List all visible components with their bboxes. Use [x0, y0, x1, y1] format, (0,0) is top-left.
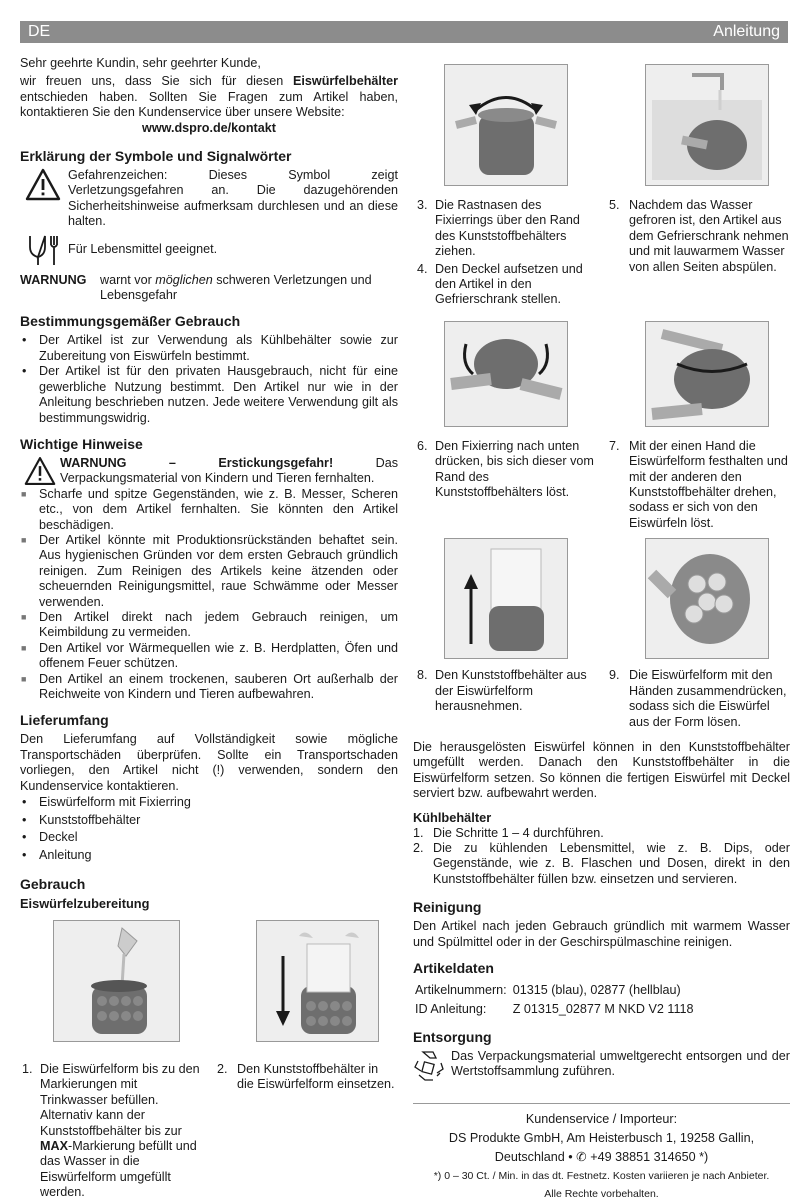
disposal-heading: Entsorgung: [413, 1028, 492, 1045]
step-2: 2. Den Kunststoffbehälter in die Eiswürfelform einsetzen.: [217, 1062, 398, 1093]
warning-triangle-icon: [20, 456, 60, 486]
header-bar: [20, 21, 788, 43]
step-1-photo: [53, 920, 180, 1042]
step-5: 5. Nachdem das Wasser gefroren ist, den Artikel aus dem Gefrierschrank nehmen und mit lauwarmem Wasser von allen Seiten abspülen.: [609, 198, 789, 274]
step-2-text: Den Kunststoffbehälter in die Eiswürfelform einsetzen.: [237, 1062, 395, 1092]
footer-line: Deutschland • ✆ +49 38851 314650 *): [494, 1150, 709, 1165]
list-item: • Deckel: [20, 829, 398, 847]
list-item: ■ Den Artikel vor Wärmequellen wie z. B. Herdplatten, Öfen und offenem Feuer schützen.: [20, 641, 398, 672]
step-6-photo: [444, 321, 568, 427]
suffocation-warning: [20, 456, 398, 487]
step-9: 9. Die Eiswürfelform mit den Händen zusammendrücken, sodass sich die Eiswürfel aus der Form lösen.: [609, 668, 790, 730]
footer-note: *) 0 – 30 Ct. / Min. in das dt. Festnetz. Kosten variieren je nach Anbieter.: [433, 1170, 770, 1183]
footer: [413, 1103, 790, 1203]
support-url[interactable]: www.dspro.de/kontakt: [142, 120, 276, 135]
cleaning-text: Den Artikel nach jeden Gebrauch gründlich mit warmem Wasser und Spülmittel oder in der Geschirspülmaschine reinigen.: [413, 919, 790, 949]
cooler-heading: Kühlbehälter: [413, 809, 492, 825]
step-6: 6. Den Fixierring nach unten drücken, bis sich dieser vom Rand des Kunststoffbehälters löst.: [417, 438, 594, 500]
step-3-photo: [444, 64, 568, 186]
cooler-step-2: 2. Die zu kühlenden Lebensmittel, wie z. B. Dips, oder Gegenstände, wie z. B. Flaschen und Dosen, direkt in den Kunststoffbehälter füllen bzw. einsetzen und servieren.: [413, 840, 790, 886]
footer-copyright: Alle Rechte vorbehalten.: [544, 1188, 659, 1201]
right-column: [413, 64, 790, 1203]
step-4-text: Den Deckel aufsetzen und den Artikel in den Gefrierschrank stellen.: [435, 261, 583, 307]
warning-label: WARNUNG: [20, 272, 87, 287]
list-item: ■ Den Artikel an einem trockenen, sauberen Ort außerhalb der Reichweite von Kindern und Tieren aufbewahren.: [20, 672, 398, 703]
step-2-photo: [256, 920, 379, 1042]
cooler-step-1-text: Die Schritte 1 – 4 durchführen.: [433, 825, 604, 840]
food-safe-icon: [20, 233, 66, 267]
language-code: DE: [28, 23, 51, 40]
delivery-heading: Lieferumfang: [20, 712, 109, 729]
list-item: • Kunststoffbehälter: [20, 812, 398, 830]
step-8-text: Den Kunststoffbehälter aus der Eiswürfelform herausnehmen.: [435, 668, 587, 714]
step-1-text: Die Eiswürfelform bis zu den Markierungen mit Trinkwasser befüllen. Alternativ kann der Kunststoffbehälter bis zur MAX-Markierung befüllt und das Wasser in die Eiswürfelform umgefüllt werden.: [40, 1062, 200, 1200]
left-column: [20, 56, 398, 1201]
cleaning-heading: Reinigung: [413, 899, 482, 916]
footer-line: Kundenservice / Importeur:: [525, 1112, 678, 1127]
table-row: ID Anleitung: Z 01315_02877 M NKD V2 1118: [415, 1002, 694, 1017]
step-3-text: Die Rastnasen des Fixierrings über den Rand des Kunststoffbehälters ziehen.: [435, 198, 580, 259]
danger-text: Gefahrenzeichen: Dieses Symbol zeigt Verletzungsgefahren an. Die dazugehörenden Sicherheitshinweise aufmerksam durchlesen und an diese halten.: [68, 168, 398, 229]
ice-prep-subheading: Eiswürfelzubereitung: [20, 896, 150, 912]
step-1: 1. Die Eiswürfelform bis zu den Markierungen mit Trinkwasser befüllen. Alternativ kann der Kunststoffbehälter bis zur MAX-Markierung befüllt und das Wasser in die Eiswürfelform umgefüllt werden.: [22, 1062, 200, 1200]
disposal-row: [413, 1049, 790, 1087]
step-7-text: Mit der einen Hand die Eiswürfelform festhalten und mit der anderen den Kunststoffbehälter drehen, sodass er sich von den Eiswürfeln löst.: [629, 438, 788, 530]
step-4: 4. Den Deckel aufsetzen und den Artikel in den Gefrierschrank stellen.: [413, 262, 594, 308]
after-steps-text: Die herausgelösten Eiswürfel können in den Kunststoffbehälter umgefüllt werden. Danach den Kunststoffbehälter in die Eiswürfelform setzen. So können die fertigen Eiswürfel mit Deckel serviert bzw. aufbewahrt werden.: [413, 739, 790, 801]
notes-list: [20, 487, 398, 703]
article-data-table: [413, 980, 700, 1021]
warning-definition: [20, 273, 398, 304]
notes-heading: Wichtige Hinweise: [20, 435, 143, 452]
list-item: ■ Scharfe und spitze Gegenständen, wie z. B. Messer, Scheren etc., von dem Artikel fernhalten. Sie könnten den Artikel beschädigen.: [20, 487, 398, 533]
food-symbol-row: [20, 233, 398, 267]
table-row: Artikelnummern: 01315 (blau), 02877 (hellblau): [415, 982, 681, 997]
footer-line: DS Produkte GmbH, Am Heisterbusch 1, 19258 Gallin,: [448, 1131, 755, 1146]
intended-use-heading: Bestimmungsgemäßer Gebrauch: [20, 313, 241, 330]
list-item: • Anleitung: [20, 847, 398, 865]
step-9-text: Die Eiswürfelform mit den Händen zusammendrücken, sodass sich die Eiswürfel aus der Form lösen.: [629, 668, 787, 729]
step-8-photo: [444, 538, 568, 659]
symbols-heading: Erklärung der Symbole und Signalwörter: [20, 148, 292, 165]
usage-images-row-1: [20, 920, 398, 1201]
usage-images-row-4: [413, 538, 790, 730]
list-item: ■ Den Artikel direkt nach jedem Gebrauch reinigen, um Keimbildung zu vermeiden.: [20, 610, 398, 641]
document-title: Anleitung: [713, 23, 780, 40]
danger-symbol-row: [20, 168, 398, 230]
cooler-step-2-text: Die zu kühlenden Lebensmittel, wie z. B. Dips, oder Gegenstände, wie z. B. Flaschen und Dosen, direkt in den Kunststoffbehälter füllen bzw. einsetzen und servieren.: [433, 840, 790, 886]
list-item: • Der Artikel ist zur Verwendung als Kühlbehälter sowie zur Zubereitung von Eiswürfeln bestimmt.: [20, 333, 398, 364]
step-8: 8. Den Kunststoffbehälter aus der Eiswürfelform herausnehmen.: [413, 668, 594, 714]
warning-text: warnt vor möglichen schweren Verletzungen und Lebensgefahr: [100, 272, 372, 303]
greeting: Sehr geehrte Kundin, sehr geehrter Kunde,: [20, 56, 261, 70]
food-text: Für Lebensmittel geeignet.: [68, 241, 218, 256]
step-5-photo: [645, 64, 769, 186]
delivery-text: Den Lieferumfang auf Vollständigkeit sowie mögliche Transportschäden überprüfen. Sollte ein Transportschaden vorliegen, den Artikel nicht (!) verwenden, sondern den Kundenservice kontaktieren.: [20, 732, 398, 793]
step-9-photo: [645, 538, 769, 659]
suffocation-text: WARNUNG – Erstickungsgefahr! Das Verpackungsmaterial von Kindern und Tieren fernhalten.: [60, 455, 398, 486]
step-5-text: Nachdem das Wasser gefroren ist, den Artikel aus dem Gefrierschrank nehmen und mit lauwarmem Wasser von allen Seiten abspülen.: [629, 198, 789, 274]
article-data-heading: Artikeldaten: [413, 959, 494, 976]
step-3: 3. Die Rastnasen des Fixierrings über den Rand des Kunststoffbehälters ziehen.: [413, 198, 594, 260]
step-7-photo: [645, 321, 769, 427]
cooler-step-1: 1. Die Schritte 1 – 4 durchführen.: [413, 826, 790, 841]
list-item: ■ Der Artikel könnte mit Produktionsrückständen behaftet sein. Aus hygienischen Gründen vor dem ersten Gebrauch gründlich reinigen. Zum Reinigen des Artikels keine ätzenden oder scheuernden Reinigungsmittel, raue Schwämme oder Messer verwenden.: [20, 533, 398, 610]
usage-heading: Gebrauch: [20, 876, 86, 893]
list-item: • Der Artikel ist für den privaten Hausgebrauch, nicht für eine gewerbliche Nutzung bestimmt. Den Artikel nur wie in der Anleitung beschrieben nutzen. Jede weitere Verwendung gilt als bestimmungswidrig.: [20, 364, 398, 426]
warning-triangle-icon: [20, 168, 66, 201]
step-7: 7. Mit der einen Hand die Eiswürfelform festhalten und mit der anderen den Kunststoffbehälter drehen, sodass er sich von den Eiswürfeln löst.: [609, 439, 790, 531]
recycling-icon: [413, 1049, 451, 1087]
usage-images-row-3: [413, 321, 790, 531]
usage-images-row-2: [413, 64, 790, 308]
intended-use-list: [20, 333, 398, 425]
intro-text: wir freuen uns, dass Sie sich für diesen Eiswürfelbehälter entschieden haben. Sollten Sie Fragen zum Artikel haben, kontaktieren Sie den Kundenservice über unsere Website:: [20, 74, 398, 120]
step-6-text: Den Fixierring nach unten drücken, bis sich dieser vom Rand des Kunststoffbehälters löst.: [435, 438, 594, 500]
delivery-list: [20, 794, 398, 864]
list-item: • Eiswürfelform mit Fixierring: [20, 794, 398, 812]
disposal-text: Das Verpackungsmaterial umweltgerecht entsorgen und der Wertstoffsammlung zuführen.: [451, 1048, 790, 1079]
